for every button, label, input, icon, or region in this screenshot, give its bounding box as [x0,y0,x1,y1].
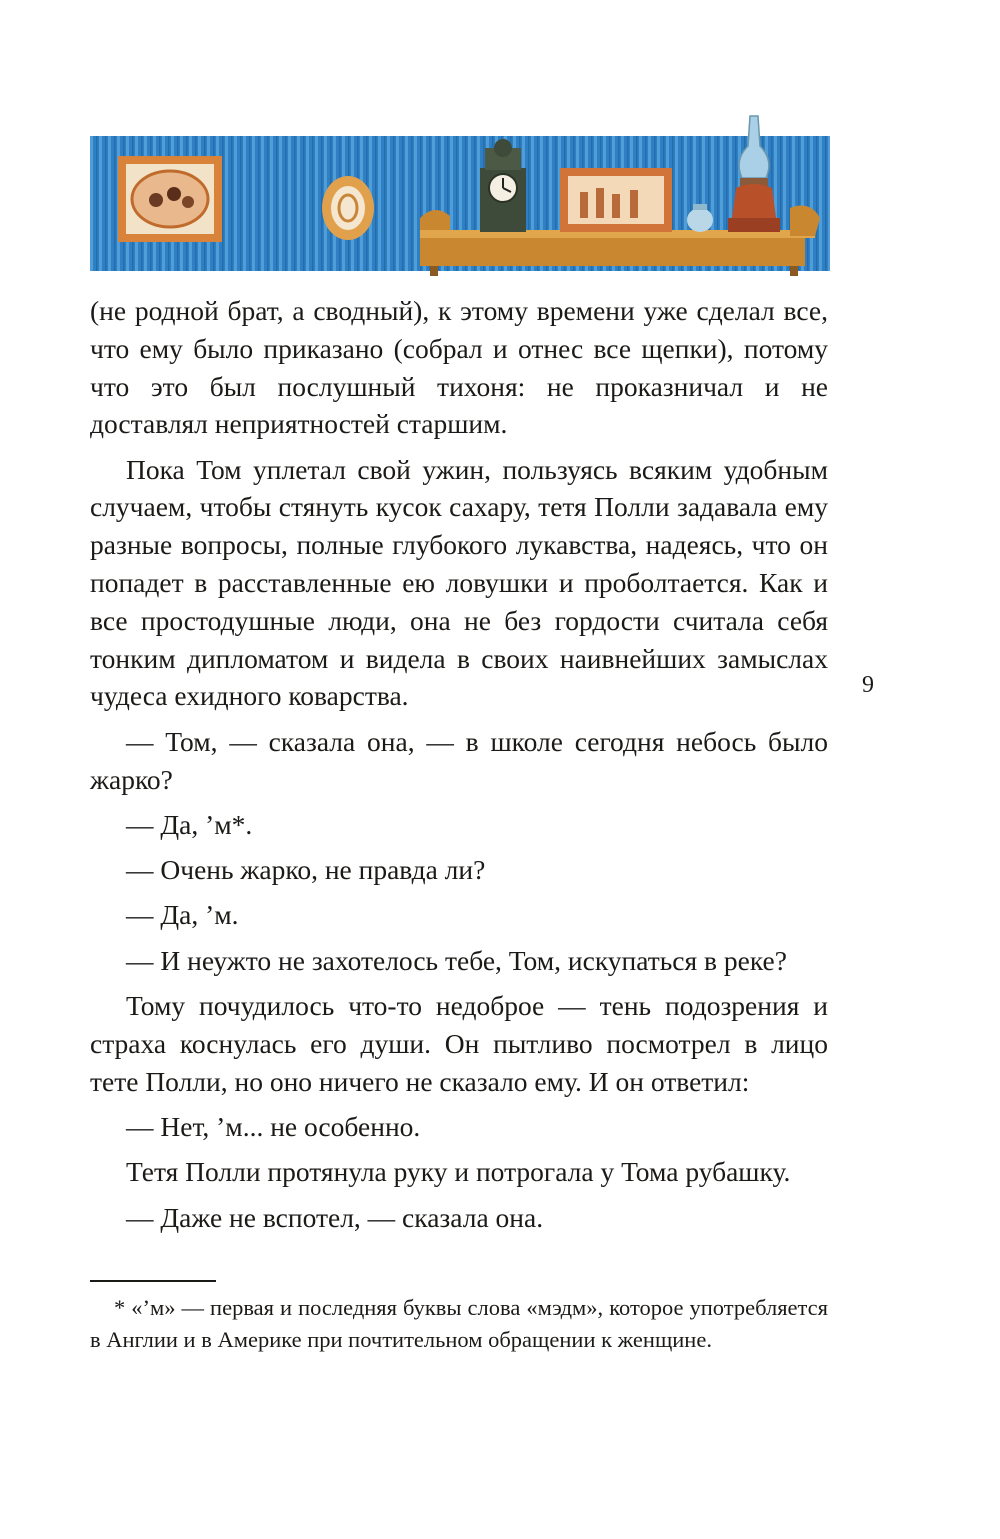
framed-picture-left [118,156,222,242]
paragraph: (не родной брат, а сводный), к этому времени уже сделал все, что ему было приказано (собрал и отнес все щепки), потому что это был послушный тихоня: не проказничал и не доставлял неприятностей старшим. [90,295,828,440]
footnote-divider [90,1280,216,1282]
paragraph: Пока Том уплетал свой ужин, пользуясь всяким удобным случаем, чтобы стянуть кусок сахару, тетя Полли задавала ему разные вопросы, полные глубокого лукавства, надеясь, что он попадет в расставленные ею ловушки и проболтается. Как и все простодушные люди, она не без гордости считала себя тонким дипломатом и видела в своих наивнейших замыслах чудеса ехидного коварства. [90,453,828,712]
dialogue-line: — Том, — сказала она, — в школе сегодня небось было жарко? [90,725,828,795]
room-interior-illustration [90,108,830,276]
oval-plate [322,176,374,240]
dialogue-line: — Да, ’м*. [126,808,253,840]
mantel-clock [480,139,526,232]
dialogue-line: — Даже не вспотел, — сказала она. [126,1201,544,1233]
paragraph: Тетя Полли протянула руку и потрогала у Тома рубашку. [126,1156,791,1188]
dialogue-line: — Да, ’м. [126,899,239,931]
paragraph: Тому почудилось что-то недоброе — тень подозрения и страха коснулась его души. Он пытливо посмотрел в лицо тете Полли, но оно ничего не сказало ему. И он ответил: [90,990,828,1097]
page-number: 9 [862,672,874,698]
dialogue-line: — И неужто не захотелось тебе, Том, искупаться в реке? [126,944,787,976]
body-text [90,292,828,1244]
framed-picture-right [560,168,672,232]
footnote: * «’м» — первая и последняя буквы слова «мэдм», которое употребляется в Англии и в Америке при почтительном обращении к женщине. [90,1295,828,1352]
dialogue-line: — Нет, ’м... не особенно. [126,1110,421,1142]
dialogue-line: — Очень жарко, не правда ли? [126,854,486,886]
